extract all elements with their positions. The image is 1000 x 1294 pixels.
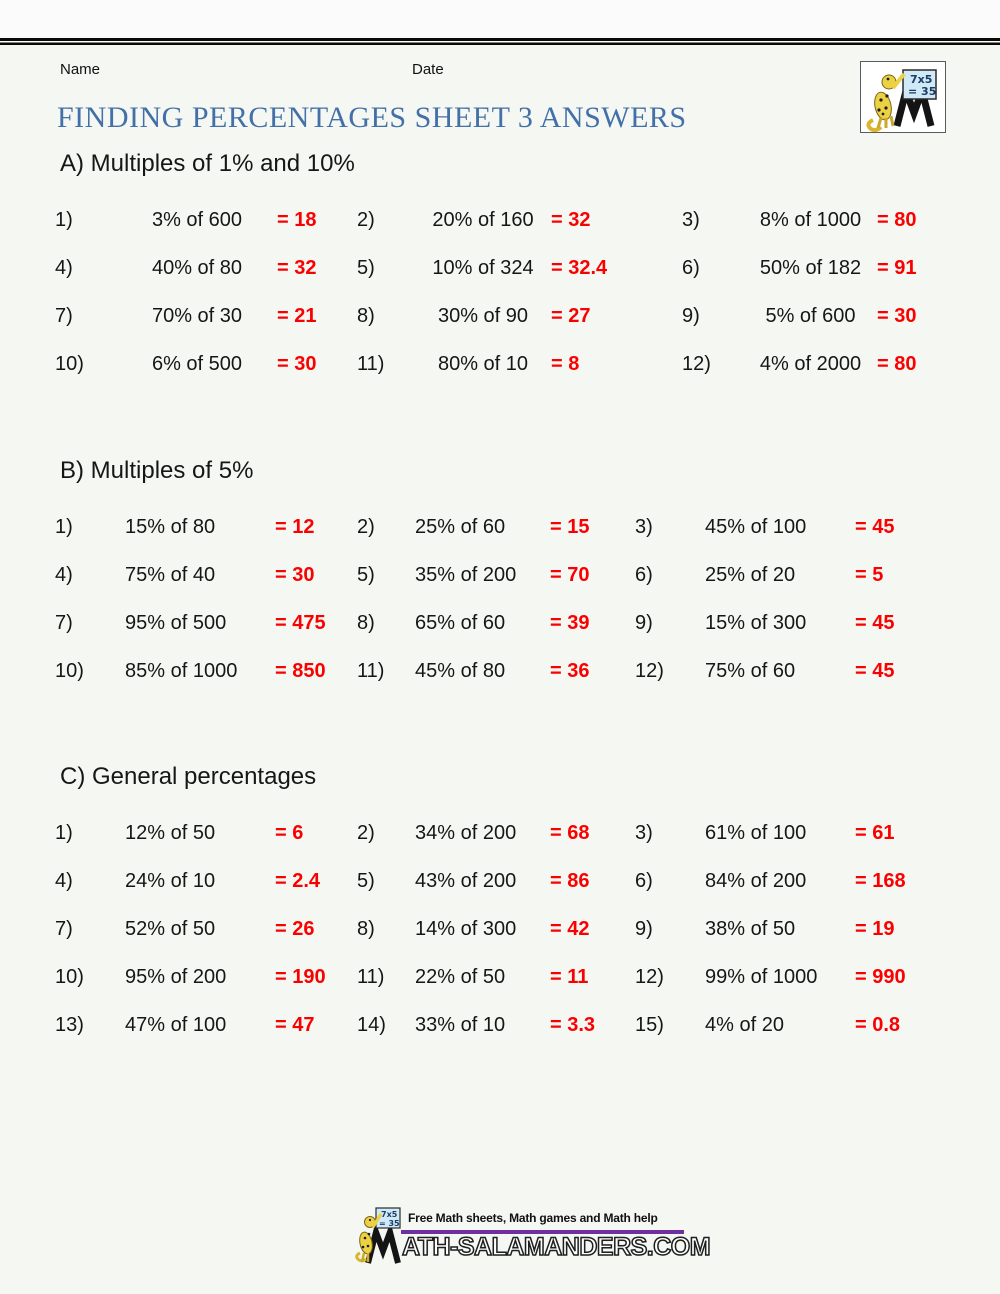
problem-number: 7) bbox=[55, 611, 73, 634]
problem-expression: 8% of 1000 bbox=[759, 208, 862, 231]
problem-number: 12) bbox=[682, 352, 711, 375]
problem-number: 10) bbox=[55, 659, 84, 682]
problem-number: 7) bbox=[55, 304, 73, 327]
problem-expression: 95% of 500 bbox=[125, 611, 227, 634]
problem-answer: = 32 bbox=[277, 256, 317, 279]
problem-number: 1) bbox=[55, 515, 73, 538]
problem-answer: = 30 bbox=[275, 563, 315, 586]
problem-number: 12) bbox=[635, 659, 664, 682]
problem-number: 1) bbox=[55, 821, 73, 844]
problem-answer: = 6 bbox=[275, 821, 304, 844]
problem-number: 5) bbox=[357, 256, 375, 279]
problem-number: 3) bbox=[635, 821, 653, 844]
problem-expression: 35% of 200 bbox=[415, 563, 517, 586]
problem-expression: 84% of 200 bbox=[705, 869, 807, 892]
problem-answer: = 27 bbox=[551, 304, 591, 327]
problem-number: 12) bbox=[635, 965, 664, 988]
problem-expression: 30% of 90 bbox=[437, 304, 529, 327]
problem-expression: 99% of 1000 bbox=[705, 965, 818, 988]
problem-expression: 45% of 100 bbox=[705, 515, 807, 538]
problem-number: 10) bbox=[55, 352, 84, 375]
section-a-problems bbox=[55, 196, 975, 388]
problem-number: 11) bbox=[357, 659, 385, 682]
problem-expression: 61% of 100 bbox=[705, 821, 807, 844]
problem-answer: = 19 bbox=[855, 917, 895, 940]
problem-expression: 15% of 80 bbox=[125, 515, 216, 538]
problem-answer: = 12 bbox=[275, 515, 315, 538]
problem-answer: = 8 bbox=[551, 352, 580, 375]
board-equation-line2: = 35 bbox=[379, 1219, 400, 1228]
problem-number: 4) bbox=[55, 869, 73, 892]
problem-number: 9) bbox=[682, 304, 700, 327]
problem-number: 2) bbox=[357, 208, 375, 231]
problem-answer: = 45 bbox=[855, 611, 895, 634]
problem-expression: 52% of 50 bbox=[125, 917, 216, 940]
problem-expression: 34% of 200 bbox=[415, 821, 517, 844]
problem-expression: 20% of 160 bbox=[432, 208, 534, 231]
problem-answer: = 86 bbox=[550, 869, 590, 892]
top-margin-strip bbox=[0, 0, 1000, 38]
problem-expression: 4% of 20 bbox=[705, 1013, 784, 1036]
problem-expression: 75% of 60 bbox=[705, 659, 796, 682]
salamander-easel-icon bbox=[861, 62, 945, 132]
problem-answer: = 70 bbox=[550, 563, 590, 586]
problem-expression: 80% of 10 bbox=[437, 352, 529, 375]
footer-branding bbox=[352, 1204, 712, 1272]
problem-expression: 5% of 600 bbox=[765, 304, 856, 327]
problem-number: 3) bbox=[682, 208, 700, 231]
problem-answer: = 91 bbox=[877, 256, 917, 279]
problem-expression: 43% of 200 bbox=[415, 869, 517, 892]
problem-number: 9) bbox=[635, 611, 653, 634]
problem-answer: = 39 bbox=[550, 611, 590, 634]
problem-expression: 25% of 20 bbox=[705, 563, 796, 586]
problem-number: 10) bbox=[55, 965, 84, 988]
problem-answer: = 26 bbox=[275, 917, 315, 940]
problem-answer: = 32.4 bbox=[551, 256, 608, 279]
header-divider-rule bbox=[0, 38, 1000, 45]
problem-number: 13) bbox=[55, 1013, 84, 1036]
problem-answer: = 2.4 bbox=[275, 869, 321, 892]
problem-expression: 50% of 182 bbox=[759, 256, 862, 279]
problem-answer: = 475 bbox=[275, 611, 326, 634]
problem-expression: 15% of 300 bbox=[705, 611, 807, 634]
problem-answer: = 45 bbox=[855, 659, 895, 682]
problem-expression: 6% of 500 bbox=[151, 352, 243, 375]
problem-number: 14) bbox=[357, 1013, 386, 1036]
problem-expression: 45% of 80 bbox=[415, 659, 506, 682]
problem-number: 6) bbox=[635, 563, 653, 586]
problem-expression: 22% of 50 bbox=[415, 965, 506, 988]
problem-number: 5) bbox=[357, 563, 375, 586]
problem-expression: 12% of 50 bbox=[125, 821, 216, 844]
problem-expression: 3% of 600 bbox=[151, 208, 243, 231]
problem-expression: 47% of 100 bbox=[125, 1013, 227, 1036]
problem-number: 8) bbox=[357, 917, 375, 940]
problem-answer: = 190 bbox=[275, 965, 326, 988]
problem-expression: 10% of 324 bbox=[432, 256, 534, 279]
problem-expression: 14% of 300 bbox=[415, 917, 517, 940]
section-b-problems bbox=[55, 503, 975, 695]
problem-expression: 25% of 60 bbox=[415, 515, 506, 538]
problem-answer: = 30 bbox=[877, 304, 917, 327]
problem-answer: = 11 bbox=[550, 965, 589, 988]
problem-expression: 70% of 30 bbox=[151, 304, 243, 327]
section-a-heading: A) Multiples of 1% and 10% bbox=[60, 150, 355, 177]
problem-number: 6) bbox=[682, 256, 700, 279]
problem-expression: 85% of 1000 bbox=[125, 659, 238, 682]
problem-expression: 33% of 10 bbox=[415, 1013, 506, 1036]
problem-answer: = 21 bbox=[277, 304, 317, 327]
problem-number: 11) bbox=[357, 352, 385, 375]
math-salamanders-logo bbox=[860, 61, 946, 133]
problem-expression: 65% of 60 bbox=[415, 611, 506, 634]
problem-answer: = 18 bbox=[277, 208, 317, 231]
problem-number: 4) bbox=[55, 563, 73, 586]
problem-answer: = 36 bbox=[550, 659, 590, 682]
footer-site-name: ATH-SALAMANDERS.COM bbox=[402, 1233, 711, 1261]
problem-answer: = 30 bbox=[277, 352, 317, 375]
problem-number: 7) bbox=[55, 917, 73, 940]
problem-number: 1) bbox=[55, 208, 73, 231]
problem-answer: = 32 bbox=[551, 208, 591, 231]
board-equation-line1: 7x5 bbox=[910, 73, 933, 86]
problem-answer: = 80 bbox=[877, 208, 917, 231]
problem-number: 5) bbox=[357, 869, 375, 892]
problem-number: 2) bbox=[357, 515, 375, 538]
problem-answer: = 68 bbox=[550, 821, 590, 844]
problem-expression: 24% of 10 bbox=[125, 869, 216, 892]
problem-answer: = 45 bbox=[855, 515, 895, 538]
section-b-heading: B) Multiples of 5% bbox=[60, 457, 254, 484]
board-equation-line2: = 35 bbox=[908, 85, 937, 98]
section-c-heading: C) General percentages bbox=[60, 763, 317, 790]
problem-answer: = 5 bbox=[855, 563, 884, 586]
problem-answer: = 80 bbox=[877, 352, 917, 375]
footer-salamander-easel-icon bbox=[355, 1205, 405, 1267]
problem-answer: = 850 bbox=[275, 659, 326, 682]
board-equation-line1: 7x5 bbox=[381, 1210, 398, 1219]
problem-number: 9) bbox=[635, 917, 653, 940]
problem-expression: 75% of 40 bbox=[125, 563, 216, 586]
problem-answer: = 0.8 bbox=[855, 1013, 901, 1036]
problem-number: 15) bbox=[635, 1013, 664, 1036]
problem-answer: = 42 bbox=[550, 917, 590, 940]
problem-expression: 38% of 50 bbox=[705, 917, 796, 940]
problem-answer: = 47 bbox=[275, 1013, 315, 1036]
name-label: Name bbox=[60, 61, 101, 78]
problem-answer: = 168 bbox=[855, 869, 906, 892]
footer-tagline: Free Math sheets, Math games and Math help bbox=[408, 1211, 658, 1225]
problem-answer: = 990 bbox=[855, 965, 906, 988]
date-label: Date bbox=[412, 61, 444, 78]
problem-answer: = 61 bbox=[855, 821, 895, 844]
problem-number: 6) bbox=[635, 869, 653, 892]
problem-number: 2) bbox=[357, 821, 375, 844]
page-title: FINDING PERCENTAGES SHEET 3 ANSWERS bbox=[57, 101, 687, 134]
section-c-problems bbox=[55, 809, 975, 1049]
problem-number: 11) bbox=[357, 965, 385, 988]
problem-answer: = 15 bbox=[550, 515, 590, 538]
problem-expression: 4% of 2000 bbox=[759, 352, 862, 375]
problem-number: 4) bbox=[55, 256, 73, 279]
problem-expression: 40% of 80 bbox=[151, 256, 243, 279]
problem-answer: = 3.3 bbox=[550, 1013, 596, 1036]
problem-expression: 95% of 200 bbox=[125, 965, 227, 988]
problem-number: 8) bbox=[357, 304, 375, 327]
problem-number: 3) bbox=[635, 515, 653, 538]
problem-number: 8) bbox=[357, 611, 375, 634]
